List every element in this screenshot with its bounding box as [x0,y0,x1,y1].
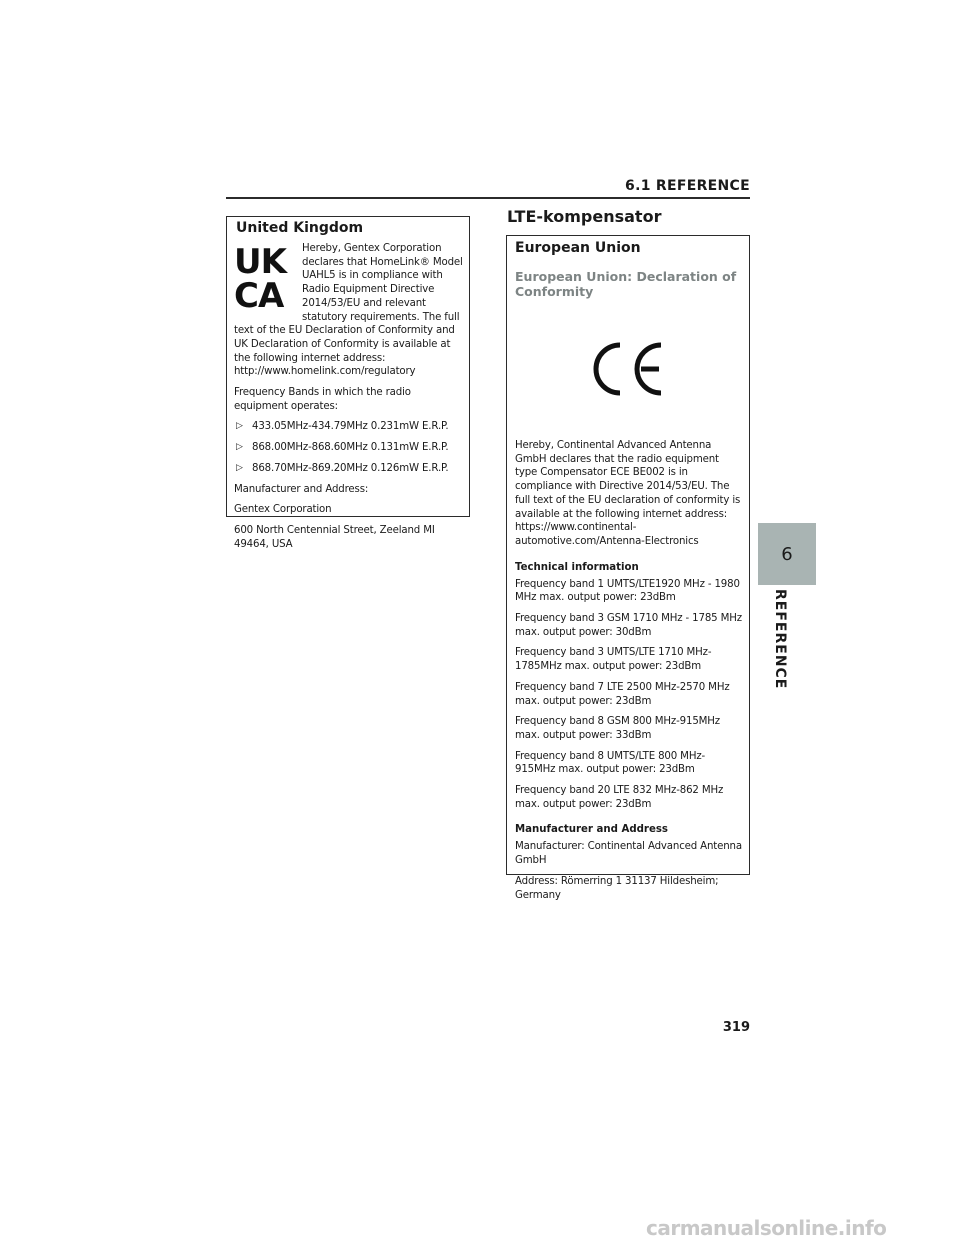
uk-declaration-box [226,216,470,550]
tech-line: Frequency band 20 LTE 832 MHz-862 MHz max. output power: 23dBm [515,785,724,810]
tech-line: Frequency band 7 LTE 2500 MHz-2570 MHz max. output power: 23dBm [515,681,730,707]
svg-text:CA: CA [234,276,284,309]
eu-manufacturer-name: Manufacturer: Continental Advanced Antenna GmbH [515,841,742,867]
lte-heading: LTE-kompensator [507,207,662,226]
tech-line: Frequency band 8 GSM 800 MHz-915MHz max. output power: 33dBm [515,716,720,741]
bullet-arrow-icon: ▷ [236,442,243,453]
watermark: carmanualsonline.info [646,1216,887,1240]
uk-manufacturer-address: 600 North Centennial Street, Zeeland MI 49464, USA [234,524,435,550]
uk-intro-text: Hereby, Gentex Corporation declares that HomeLink® Model UAHL5 is in compliance with Radio Equipment Directive 2014/53/EU and relevant statutory requirements. The full text of the EU Declaration of Conformity and UK Declaration of Conformity is available at the following internet address: http://www.homelink.com/regulatory [234,243,463,378]
chapter-number: 6 [781,543,793,565]
tech-line: Frequency band 1 UMTS/LTE1920 MHz - 1980 MHz max. output power: 23dBm [515,578,740,604]
tech-line: Frequency band 3 UMTS/LTE 1710 MHz-1785MHz max. output power: 23dBm [515,647,712,673]
page-number: 319 [722,1020,750,1035]
svg-text:UK: UK [234,243,286,282]
chapter-tab[interactable] [758,523,816,585]
eu-declaration-box [506,235,750,901]
uk-manufacturer-label: Manufacturer and Address: [234,483,369,495]
bullet-arrow-icon: ▷ [236,462,243,473]
uk-band-item: ▷ 868.00MHz-868.60MHz 0.131mW E.R.P. [236,442,449,454]
eu-box-title: European Union [515,240,641,256]
uk-band-item: ▷ 868.70MHz-869.20MHz 0.126mW E.R.P. [236,462,449,474]
uk-box-title: United Kingdom [236,220,364,236]
eu-manufacturer-heading: Manufacturer and Address [515,824,668,836]
ukca-mark-icon [234,243,298,309]
chapter-label: REFERENCE [772,589,788,690]
header-rule [226,197,750,199]
uk-manufacturer-name: Gentex Corporation [234,504,332,516]
uk-freq-intro: Frequency Bands in which the radio equipment operates: [234,387,411,412]
section-title: 6.1 REFERENCE [625,178,750,194]
eu-subtitle: European Union: Declaration of Conformity [515,269,737,299]
tech-line: Frequency band 3 GSM 1710 MHz - 1785 MHz max. output power: 30dBm [515,613,742,638]
bullet-arrow-icon: ▷ [236,421,243,432]
ce-mark-icon [515,299,743,439]
tech-line: Frequency band 8 UMTS/LTE 800 MHz-915MHz max. output power: 23dBm [515,750,706,776]
eu-manufacturer-address: Address: Römerring 1 31137 Hildesheim; Germany [515,875,719,901]
uk-band-item: ▷ 433.05MHz-434.79MHz 0.231mW E.R.P. [236,421,449,433]
tech-info-heading: Technical information [515,561,639,573]
eu-declaration-text: Hereby, Continental Advanced Antenna GmbH declares that the radio equipment type Compensator ECE BE002 is in compliance with Directive 2014/53/EU. The full text of the EU declaration of conformity is available at the following internet address: https://www.continental-automotive.com/Antenna-Electronics [515,440,741,547]
